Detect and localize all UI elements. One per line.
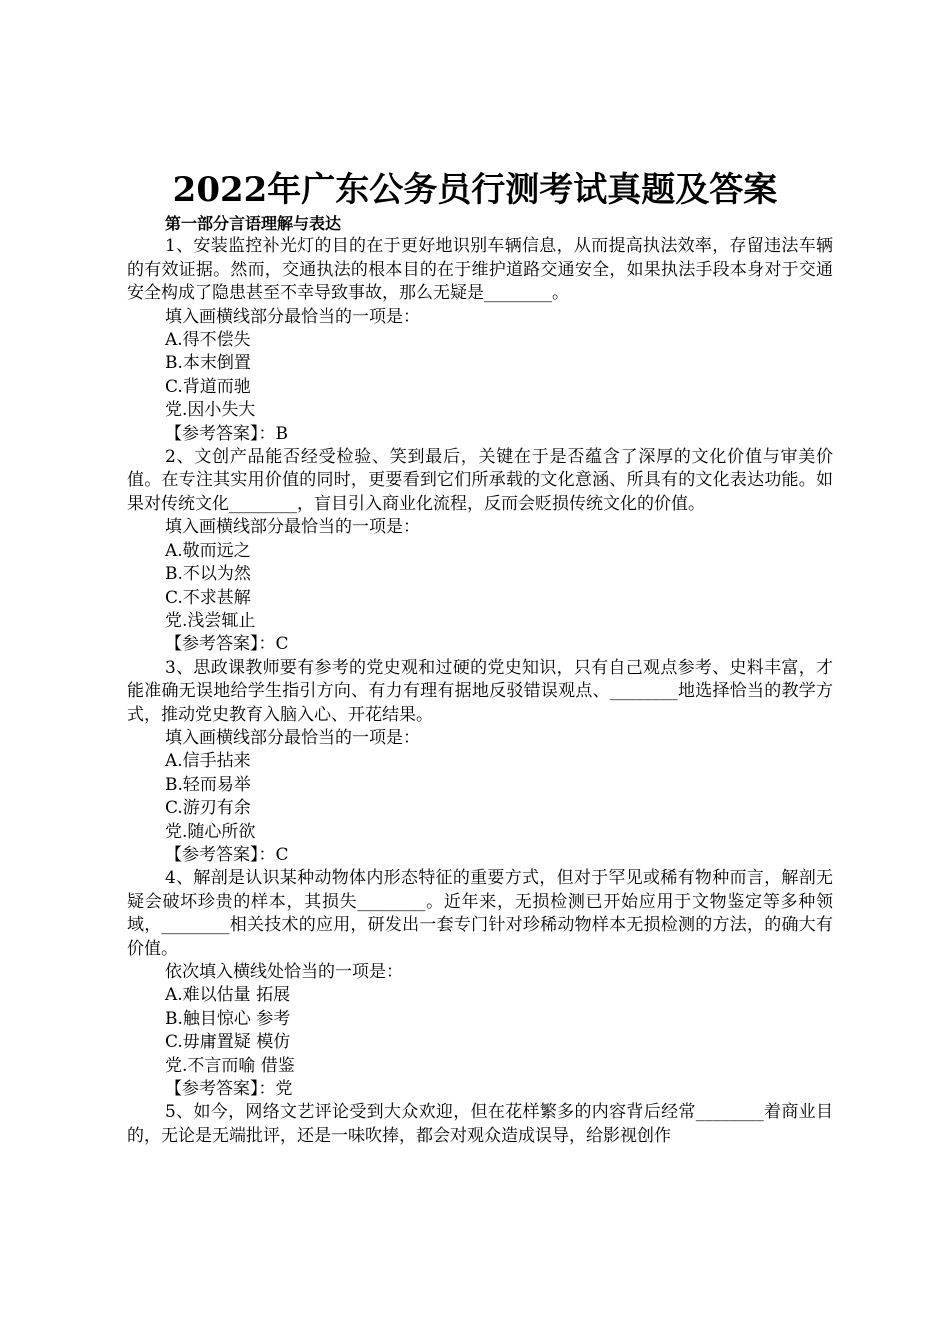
section-heading: 第一部分言语理解与表达 [165, 214, 342, 233]
answer-line: 【参考答案】：C [165, 634, 289, 655]
option-a: A.敬而远之 [165, 540, 251, 561]
question-prompt: 依次填入横线处恰当的一项是： [165, 962, 403, 982]
question-1 [127, 235, 833, 446]
question-stem: 2、文创产品能否经受检验、笑到最后，关键在于是否蕴含了深厚的文化价值与审美价值。在专注其实用价值的同时，更要看到它们所承载的文化意涵、所具有的文化表达功能。如果对传统文化________，盲目引入商业化流程，反而会贬损传统文化的价值。 [127, 447, 833, 514]
question-stem: 5、如今，网络文艺评论受到大众欢迎，但在花样繁多的内容背后经常________着商业目的，无论是无端批评，还是一味吹捧，都会对观众造成误导，给影视创作 [127, 1102, 833, 1146]
option-c: C.不求甚解 [165, 587, 251, 608]
option-d: 党.浅尝辄止 [165, 610, 256, 631]
option-d: 党.随心所欲 [165, 821, 256, 842]
question-prompt: 填入画横线部分最恰当的一项是： [165, 517, 420, 538]
option-a: A.信手拈来 [165, 751, 251, 772]
option-b: B.本末倒置 [165, 353, 251, 374]
option-a: A.得不偿失 [165, 330, 251, 351]
document-body [127, 212, 833, 1148]
question-stem: 1、安装监控补光灯的目的在于更好地识别车辆信息，从而提高执法效率，存留违法车辆的有效证据。然而，交通执法的根本目的在于维护道路交通安全，如果执法手段本身对于交通安全构成了隐患甚至不幸导致事故，那么无疑是________。 [127, 236, 833, 304]
question-stem: 4、解剖是认识某种动物体内形态特征的重要方式，但对于罕见或稀有物种而言，解剖无疑会破坏珍贵的样本，其损失________。近年来，无损检测已开始应用于文物鉴定等多种领域，________相关技术的应用，研发出一套专门针对珍稀动物样本无损检测的方法，的确大有价值。 [127, 868, 833, 959]
option-c: C.毋庸置疑 模仿 [165, 1032, 291, 1053]
option-b: B.不以为然 [165, 564, 251, 585]
answer-line: 【参考答案】：党 [165, 1079, 293, 1100]
question-stem: 3、思政课教师要有参考的党史观和过硬的党史知识，只有自己观点参考、史料丰富，才能准确无误地给学生指引方向、有力有理有据地反驳错误观点、________地选择恰当的教学方式，推动党史教育入脑入心、开花结果。 [127, 657, 833, 725]
question-4 [127, 867, 833, 1101]
option-d: 党.不言而喻 借鉴 [165, 1055, 295, 1076]
question-prompt: 填入画横线部分最恰当的一项是： [165, 727, 420, 748]
option-d: 党.因小失大 [165, 400, 256, 421]
option-c: C.背道而驰 [165, 376, 251, 397]
question-2 [127, 446, 833, 657]
question-prompt: 填入画横线部分最恰当的一项是： [165, 306, 420, 327]
option-b: B.轻而易举 [165, 774, 251, 795]
option-c: C.游刃有余 [165, 798, 251, 819]
answer-line: 【参考答案】：C [165, 844, 289, 865]
option-b: B.触目惊心 参考 [165, 1008, 291, 1029]
question-5 [127, 1101, 833, 1148]
question-3 [127, 657, 833, 868]
option-a: A.难以估量 拓展 [165, 985, 291, 1006]
answer-line: 【参考答案】：B [165, 423, 288, 444]
document-title: 2022年广东公务员行测考试真题及答案 [172, 170, 778, 210]
